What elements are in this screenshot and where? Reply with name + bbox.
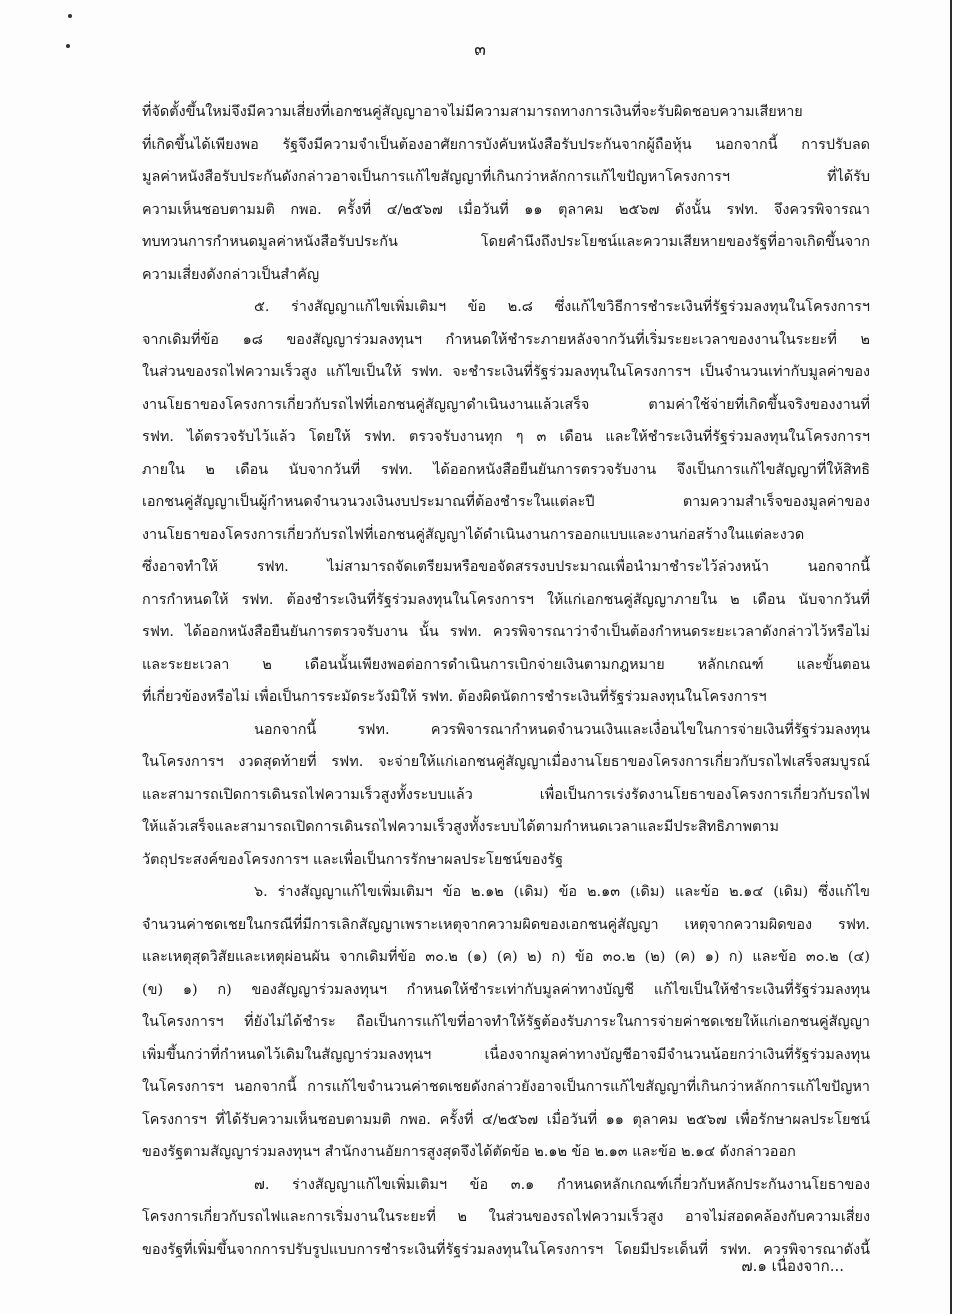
text-line: และสามารถเปิดการเดินรถไฟความเร็วสูงทั้งระบบแล้ว เพื่อเป็นการเร่งรัดงานโยธาของโครงการเกี่ยวกับรถไฟ: [142, 786, 870, 803]
text-line: เอกชนคู่สัญญาเป็นผู้กำหนดจำนวนวงเงินงบประมาณที่ต้องชำระในแต่ละปี ตามความสำเร็จของมูลค่าของ: [142, 494, 870, 510]
text-line: เพิ่มขึ้นกว่าที่กำหนดไว้เดิมในสัญญาร่วมลงทุนฯ เนื่องจากมูลค่าทางบัญชีอาจมีจำนวนน้อยกว่าเงินที่รัฐร่วมลงทุน: [142, 1046, 870, 1063]
text-line: ในโครงการฯ งวดสุดท้ายที่ รฟท. จะจ่ายให้แก่เอกชนคู่สัญญาเมื่องานโยธาของโครงการเกี่ยวกับรถไฟเสร็จสมบูรณ์: [142, 754, 870, 770]
text-line: ที่เกิดขึ้นได้เพียงพอ รัฐจึงมีความจำเป็นต้องอาศัยการบังคับหนังสือรับประกันจากผู้ถือหุ้น นอกจากนี้ การปรับลด: [142, 136, 870, 153]
text-line: วัตถุประสงค์ของโครงการฯ และเพื่อเป็นการรักษาผลประโยชน์ของรัฐ: [142, 851, 564, 868]
text-line: ภายใน ๒ เดือน นับจากวันที่ รฟท. ได้ออกหนังสือยืนยันการตรวจรับงาน จึงเป็นการแก้ไขสัญญาที่ให้สิทธิ: [142, 461, 870, 478]
text-line: ซึ่งอาจทำให้ รฟท. ไม่สามารถจัดเตรียมหรือขอจัดสรรงบประมาณเพื่อนำมาชำระไว้ล่วงหน้า นอกจากนี้: [142, 559, 870, 575]
text-line: ในโครงการฯ ที่ยังไม่ได้ชำระ ถือเป็นการแก้ไขที่อาจทำให้รัฐต้องรับภาระในการจ่ายค่าชดเชยให้แก่เอกชนคู่สัญญา: [142, 1014, 870, 1030]
text-line: งานโยธาของโครงการเกี่ยวกับรถไฟที่เอกชนคู่สัญญาดำเนินงานแล้วเสร็จ ตามค่าใช้จ่ายที่เกิดขึ้นจริงของงานที่: [142, 396, 870, 413]
text-line: ของรัฐตามสัญญาร่วมลงทุนฯ สำนักงานอัยการสูงสุดจึงได้ตัดข้อ ๒.๑๒ ข้อ ๒.๑๓ และข้อ ๒.๑๔ ดังกล่าวออก: [142, 1144, 796, 1160]
text-line: การกำหนดให้ รฟท. ต้องชำระเงินที่รัฐร่วมลงทุนในโครงการฯ ให้แก่เอกชนคู่สัญญาภายใน ๒ เดือน นับจากวันที่: [142, 591, 870, 608]
text-line: ให้แล้วเสร็จและสามารถเปิดการเดินรถไฟความเร็วสูงทั้งระบบได้ตามกำหนดเวลาและมีประสิทธิภาพตาม: [142, 819, 779, 835]
text-line: รฟท. ได้ออกหนังสือยืนยันการตรวจรับงาน นั้น รฟท. ควรพิจารณาว่าจำเป็นต้องกำหนดระยะเวลาดังกล่าวไว้หรือไม่: [142, 624, 870, 640]
page-number: ๓: [474, 40, 486, 60]
text-line: ทบทวนการกำหนดมูลค่าหนังสือรับประกัน โดยคำนึงถึงประโยชน์และความเสียหายของรัฐที่อาจเกิดขึ้นจาก: [142, 234, 870, 250]
text-line: ๕. ร่างสัญญาแก้ไขเพิ่มเติมฯ ข้อ ๒.๘ ซึ่งแก้ไขวิธีการชำระเงินที่รัฐร่วมลงทุนในโครงการฯ: [254, 299, 870, 315]
scan-speck: [68, 14, 72, 18]
text-line: ในส่วนของรถไฟความเร็วสูง แก้ไขเป็นให้ รฟท. จะชำระเงินที่รัฐร่วมลงทุนในโครงการฯ เป็นจำนวนเท่ากับมูลค่าของ: [142, 364, 870, 380]
text-line: โครงการฯ ที่ได้รับความเห็นชอบตามมติ กพอ. ครั้งที่ ๔/๒๕๖๗ เมื่อวันที่ ๑๑ ตุลาคม ๒๕๖๗ เพื่อรักษาผลประโยชน์: [142, 1111, 870, 1128]
text-line: ๖. ร่างสัญญาแก้ไขเพิ่มเติมฯ ข้อ ๒.๑๒ (เดิม) ข้อ ๒.๑๓ (เดิม) และข้อ ๒.๑๔ (เดิม) ซึ่งแก้ไข: [254, 884, 870, 900]
text-line: ความเสี่ยงดังกล่าวเป็นสำคัญ: [142, 266, 320, 283]
text-line: ของรัฐที่เพิ่มขึ้นจากการปรับรูปแบบการชำระเงินที่รัฐร่วมลงทุนในโครงการฯ โดยมีประเด็นที่ รฟท. ควรพิจารณาดังนี้: [142, 1241, 870, 1258]
text-line: โครงการเกี่ยวกับรถไฟและการเริ่มงานในระยะที่ ๒ ในส่วนของรถไฟความเร็วสูง อาจไม่สอดคล้องกับความเสี่ยง: [142, 1209, 870, 1225]
text-line: ๗. ร่างสัญญาแก้ไขเพิ่มเติมฯ ข้อ ๓.๑ กำหนดหลักเกณฑ์เกี่ยวกับหลักประกันงานโยธาของ: [254, 1176, 870, 1193]
text-line: ที่เกี่ยวข้องหรือไม่ เพื่อเป็นการระมัดระวังมิให้ รฟท. ต้องผิดนัดการชำระเงินที่รัฐร่วมลงทุนในโครงการฯ: [142, 689, 767, 705]
scan-edge-line: [950, 0, 952, 1314]
text-line: จากเดิมที่ข้อ ๑๘ ของสัญญาร่วมลงทุนฯ กำหนดให้ชำระภายหลังจากวันที่เริ่มระยะเวลาของงานในระยะที่ ๒: [142, 331, 870, 348]
text-line: จำนวนค่าชดเชยในกรณีที่มีการเลิกสัญญาเพราะเหตุจากความผิดของเอกชนคู่สัญญา เหตุจากความผิดของ รฟท.: [142, 916, 870, 933]
continuation-note: ๗.๑ เนื่องจาก...: [741, 1257, 844, 1275]
text-line: (ข) ๑) ก) ของสัญญาร่วมลงทุนฯ กำหนดให้ชำระเท่ากับมูลค่าทางบัญชี แก้ไขเป็นให้ชำระเงินที่รัฐร่วมลงทุน: [142, 981, 870, 998]
text-line: ความเห็นชอบตามมติ กพอ. ครั้งที่ ๔/๒๕๖๗ เมื่อวันที่ ๑๑ ตุลาคม ๒๕๖๗ ดังนั้น รฟท. จึงควรพิจารณา: [142, 201, 870, 218]
text-line: นอกจากนี้ รฟท. ควรพิจารณากำหนดจำนวนเงินและเงื่อนไขในการจ่ายเงินที่รัฐร่วมลงทุน: [254, 721, 870, 738]
text-line: และเหตุสุดวิสัยและเหตุผ่อนผัน จากเดิมที่ข้อ ๓๐.๒ (๑) (ค) ๒) ก) ข้อ ๓๐.๒ (๒) (ค) ๑) ก) และข้อ ๓๐.๒ (๔): [142, 949, 870, 965]
text-line: ที่จัดตั้งขึ้นใหม่จึงมีความเสี่ยงที่เอกชนคู่สัญญาอาจไม่มีความสามารถทางการเงินที่จะรับผิดชอบความเสียหาย: [142, 104, 803, 120]
text-line: งานโยธาของโครงการเกี่ยวกับรถไฟที่เอกชนคู่สัญญาได้ดำเนินงานการออกแบบและงานก่อสร้างในแต่ละงวด: [142, 526, 805, 543]
text-line: และระยะเวลา ๒ เดือนนั้นเพียงพอต่อการดำเนินการเบิกจ่ายเงินตามกฎหมาย หลักเกณฑ์ และขั้นตอน: [142, 656, 870, 673]
text-line: รฟท. ได้ตรวจรับไว้แล้ว โดยให้ รฟท. ตรวจรับงานทุก ๆ ๓ เดือน และให้ชำระเงินที่รัฐร่วมลงทุนในโครงการฯ: [142, 429, 870, 445]
text-line: ในโครงการฯ นอกจากนี้ การแก้ไขจำนวนค่าชดเชยดังกล่าวยังอาจเป็นการแก้ไขสัญญาที่เกินกว่าหลักการแก้ไขปัญหา: [142, 1079, 870, 1095]
document-body: [142, 96, 870, 1266]
text-line: มูลค่าหนังสือรับประกันดังกล่าวอาจเป็นการแก้ไขสัญญาที่เกินกว่าหลักการแก้ไขปัญหาโครงการฯ ที่ได้รับ: [142, 169, 870, 185]
